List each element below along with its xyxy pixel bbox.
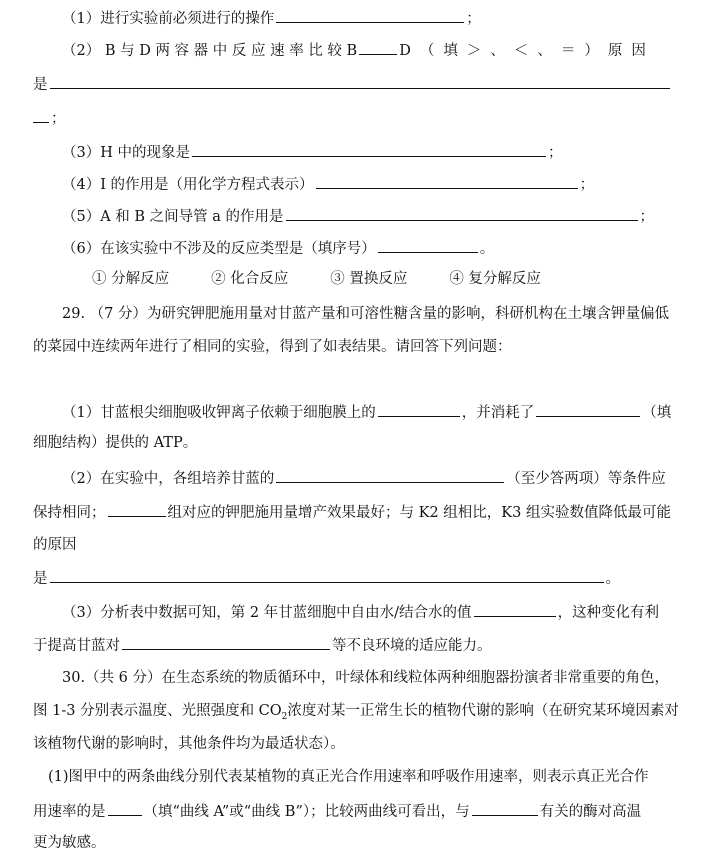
q29-part3-cont	[33, 633, 709, 657]
q28-part5	[62, 204, 709, 228]
answer-blank[interactable]	[276, 466, 504, 483]
punct: ；	[639, 209, 655, 225]
answer-blank[interactable]	[122, 633, 330, 650]
q29-part2	[62, 466, 709, 490]
answer-blank[interactable]	[50, 566, 604, 583]
answer-blank[interactable]	[378, 236, 478, 253]
q28-part1	[62, 6, 709, 30]
q28-p5-text: （5）A 和 B 之间导管 a 的作用是	[62, 209, 284, 225]
option-1: ① 分解反应	[92, 271, 170, 287]
q28-p2-mid: D（填＞、＜、＝）原因	[399, 43, 655, 59]
q28-part3	[62, 140, 709, 164]
q29-p2-end: （至少答两项）等条件应	[506, 471, 666, 487]
answer-blank[interactable]	[536, 400, 640, 417]
punct: 。	[479, 241, 495, 257]
q29-p2-text: （2）在实验中，各组培养甘蓝的	[62, 471, 275, 487]
q28-part2	[62, 38, 709, 62]
q28-p6-text: （6）在该实验中不涉及的反应类型是（填序号）	[62, 241, 376, 257]
q30-intro-1: 30.（共 6 分）在生态系统的物质循环中，叶绿体和线粒体两种细胞器扮演者非常重要的角色，	[62, 670, 669, 686]
punct: 。	[605, 571, 620, 587]
q28-p2-shi: 是	[33, 77, 48, 93]
option-3: ③ 置换反应	[330, 271, 408, 287]
q29-part2-cont	[33, 500, 709, 524]
answer-blank[interactable]	[33, 106, 49, 123]
q29-part2-cont3	[33, 566, 709, 590]
q28-part6	[62, 236, 709, 260]
answer-blank[interactable]	[276, 6, 464, 23]
q28-part2-cont	[33, 72, 709, 96]
q29-p1-end: （填	[642, 405, 672, 421]
q29-intro-2: 的菜园中连续两年进行了相同的实验，得到了如表结果。请回答下列问题：	[33, 339, 512, 355]
punct: ；	[547, 145, 563, 161]
answer-blank[interactable]	[378, 400, 460, 417]
answer-blank[interactable]	[286, 204, 638, 221]
punct: ；	[51, 111, 66, 127]
punct: ；	[579, 177, 595, 193]
option-2: ② 化合反应	[211, 271, 289, 287]
q29-part2-cont2: 的原因	[33, 537, 77, 553]
q29-p1-mid: ，并消耗了	[461, 405, 535, 421]
answer-blank[interactable]	[192, 140, 546, 157]
q28-p3-text: （3）H 中的现象是	[62, 145, 190, 161]
q29-p3-mid: ，这种变化有利	[557, 605, 660, 621]
option-4: ④ 复分解反应	[449, 271, 541, 287]
q29-p3-line2b: 等不良环境的适应能力。	[332, 638, 492, 654]
q30-part1-cont	[33, 799, 709, 823]
answer-blank[interactable]	[474, 600, 556, 617]
q28-p4-text: （4）I 的作用是（用化学方程式表示）	[62, 177, 314, 193]
answer-blank[interactable]	[316, 172, 578, 189]
q30-p1-line2a: 用速率的是	[33, 804, 106, 820]
q29-part1	[62, 400, 709, 424]
q30-p1-line2c: 有关的酶对高温	[539, 804, 642, 820]
answer-blank[interactable]	[108, 799, 142, 816]
q30-intro-3: 该植物代谢的影响时，其他条件均为最适状态）。	[33, 736, 345, 752]
q29-part3	[62, 600, 709, 624]
q29-part1-cont: 细胞结构）提供的 ATP。	[33, 435, 198, 451]
answer-blank[interactable]	[108, 500, 166, 517]
q30-p1-line2b: （填“曲线 A”或“曲线 B”）；比较两曲线可看出，与	[143, 804, 470, 820]
q29-p2-line2b: 组对应的钾肥施用量增产效果最好；与 K2 组相比，K3 组实验数值降低最可能	[167, 505, 671, 521]
q28-options	[92, 268, 709, 290]
answer-blank[interactable]	[50, 72, 670, 89]
q30-part1-cont2: 更为敏感。	[33, 835, 106, 851]
q29-p1-text: （1）甘蓝根尖细胞吸收钾离子依赖于细胞膜上的	[62, 405, 376, 421]
q30-intro-2b: 浓度对某一正常生长的植物代谢的影响（在研究某环境因素对	[287, 703, 679, 719]
q30-intro-2	[33, 700, 709, 722]
q30-intro-2a: 图 1-3 分别表示温度、光照强度和 CO	[33, 703, 282, 719]
q29-p2-shi: 是	[33, 571, 48, 587]
q29-p3-text: （3）分析表中数据可知，第 2 年甘蓝细胞中自由水/结合水的值	[62, 605, 472, 621]
q29-intro-1: 29. （7 分）为研究钾肥施用量对甘蓝产量和可溶性糖含量的影响，科研机构在土壤含钾量偏低	[62, 306, 669, 322]
q28-p2-text: （2） B 与 D 两 容 器 中 反 应 速 率 比 较 B	[62, 43, 358, 59]
q29-p2-line2a: 保持相同；	[33, 505, 106, 521]
answer-blank[interactable]	[359, 38, 397, 55]
q28-p1-text: （1）进行实验前必须进行的操作	[62, 11, 275, 27]
q29-p3-line2a: 于提高甘蓝对	[33, 638, 120, 654]
punct: ；	[466, 11, 481, 27]
q28-part2-cont2	[33, 106, 709, 130]
subscript-2: 2	[281, 711, 288, 722]
q28-part4	[62, 172, 709, 196]
answer-blank[interactable]	[472, 799, 538, 816]
q30-part1: (1)图甲中的两条曲线分别代表某植物的真正光合作用速率和呼吸作用速率，则表示真正光合作	[48, 769, 649, 785]
